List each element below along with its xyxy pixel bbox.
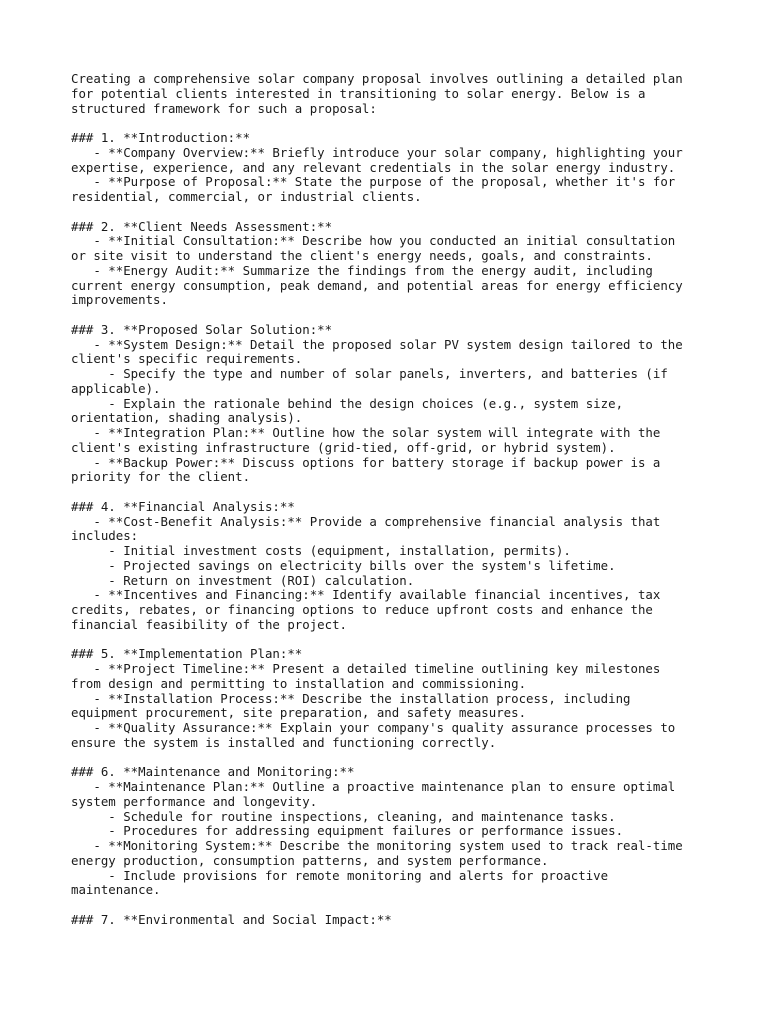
- bullet-line: - **Installation Process:** Describe the installation process, including: [71, 690, 631, 706]
- bullet-line: - **Incentives and Financing:** Identify available financial incentives, tax: [71, 587, 661, 603]
- text-line: Creating a comprehensive solar company proposal involves outlining a detailed plan: [71, 71, 683, 86]
- bullet-line: - Explain the rationale behind the design choices (e.g., system size,: [71, 395, 624, 411]
- bullet-line: - **Purpose of Proposal:** State the purpose of the proposal, whether it's for: [71, 174, 676, 190]
- text-line: system performance and longevity.: [71, 793, 318, 809]
- text-line: or site visit to understand the client's energy needs, goals, and constraints.: [71, 248, 653, 263]
- text-line: residential, commercial, or industrial clients.: [71, 189, 422, 204]
- section-heading: ### 1. **Introduction:**: [71, 130, 251, 145]
- text-line: applicable).: [71, 380, 161, 396]
- bullet-line: - **Company Overview:** Briefly introduce your solar company, highlighting your: [71, 144, 683, 160]
- text-line: priority for the client.: [71, 469, 251, 485]
- text-line: for potential clients interested in transitioning to solar energy. Below is a: [71, 85, 646, 101]
- blank-line: [71, 485, 701, 500]
- bullet-line: - **Initial Consultation:** Describe how you conducted an initial consultation: [71, 233, 676, 249]
- text-line: financial feasibility of the project.: [71, 616, 348, 632]
- text-line: orientation, shading analysis).: [71, 410, 303, 426]
- section-heading: ### 7. **Environmental and Social Impact:**: [71, 911, 392, 927]
- bullet-line: - **Quality Assurance:** Explain your company's quality assurance processes to: [71, 720, 676, 735]
- bullet-line: - **Project Timeline:** Present a detailed timeline outlining key milestones: [71, 661, 661, 676]
- text-line: current energy consumption, peak demand, and potential areas for energy efficiency: [71, 277, 683, 293]
- bullet-line: - Specify the type and number of solar panels, inverters, and batteries (if: [71, 366, 668, 381]
- document-text-body: [71, 72, 701, 928]
- section-heading: ### 6. **Maintenance and Monitoring:**: [71, 764, 355, 780]
- blank-line: [71, 751, 701, 766]
- blank-line: [71, 633, 701, 648]
- blank-line: [71, 205, 701, 220]
- bullet-line: - **Backup Power:** Discuss options for battery storage if backup power is a: [71, 454, 661, 470]
- bullet-line: - Initial investment costs (equipment, installation, permits).: [71, 543, 571, 558]
- section-heading: ### 3. **Proposed Solar Solution:**: [71, 321, 333, 337]
- blank-line: [71, 116, 701, 131]
- blank-line: [71, 308, 701, 323]
- text-line: energy production, consumption patterns, and system performance.: [71, 852, 549, 868]
- bullet-line: - Schedule for routine inspections, cleaning, and maintenance tasks.: [71, 808, 616, 824]
- text-line: includes:: [71, 528, 139, 544]
- text-line: client's existing infrastructure (grid-tied, off-grid, or hybrid system).: [71, 439, 616, 455]
- section-heading: ### 2. **Client Needs Assessment:**: [71, 218, 333, 234]
- bullet-line: - Include provisions for remote monitoring and alerts for proactive: [71, 867, 609, 883]
- bullet-line: - **System Design:** Detail the proposed solar PV system design tailored to the: [71, 336, 683, 352]
- bullet-line: - **Monitoring System:** Describe the monitoring system used to track real-time: [71, 838, 683, 853]
- bullet-line: - **Integration Plan:** Outline how the solar system will integrate with the: [71, 425, 661, 440]
- text-line: improvements.: [71, 292, 168, 308]
- bullet-line: - Procedures for addressing equipment failures or performance issues.: [71, 823, 624, 839]
- text-line: ensure the system is installed and functioning correctly.: [71, 734, 497, 750]
- blank-line: [71, 898, 701, 913]
- text-line: maintenance.: [71, 882, 161, 898]
- text-line: structured framework for such a proposal:: [71, 100, 377, 116]
- bullet-line: - Return on investment (ROI) calculation.: [71, 572, 415, 588]
- text-line: credits, rebates, or financing options to reduce upfront costs and enhance the: [71, 602, 653, 617]
- bullet-line: - **Maintenance Plan:** Outline a proactive maintenance plan to ensure optimal: [71, 779, 676, 794]
- bullet-line: - Projected savings on electricity bills over the system's lifetime.: [71, 557, 616, 573]
- section-heading: ### 4. **Financial Analysis:**: [71, 498, 295, 514]
- text-line: expertise, experience, and any relevant credentials in the solar energy industry.: [71, 159, 676, 175]
- bullet-line: - **Cost-Benefit Analysis:** Provide a comprehensive financial analysis that: [71, 513, 661, 529]
- bullet-line: - **Energy Audit:** Summarize the findings from the energy audit, including: [71, 262, 653, 278]
- section-heading: ### 5. **Implementation Plan:**: [71, 646, 303, 662]
- text-line: equipment procurement, site preparation, and safety measures.: [71, 705, 527, 721]
- text-line: from design and permitting to installation and commissioning.: [71, 675, 527, 691]
- text-line: client's specific requirements.: [71, 351, 303, 367]
